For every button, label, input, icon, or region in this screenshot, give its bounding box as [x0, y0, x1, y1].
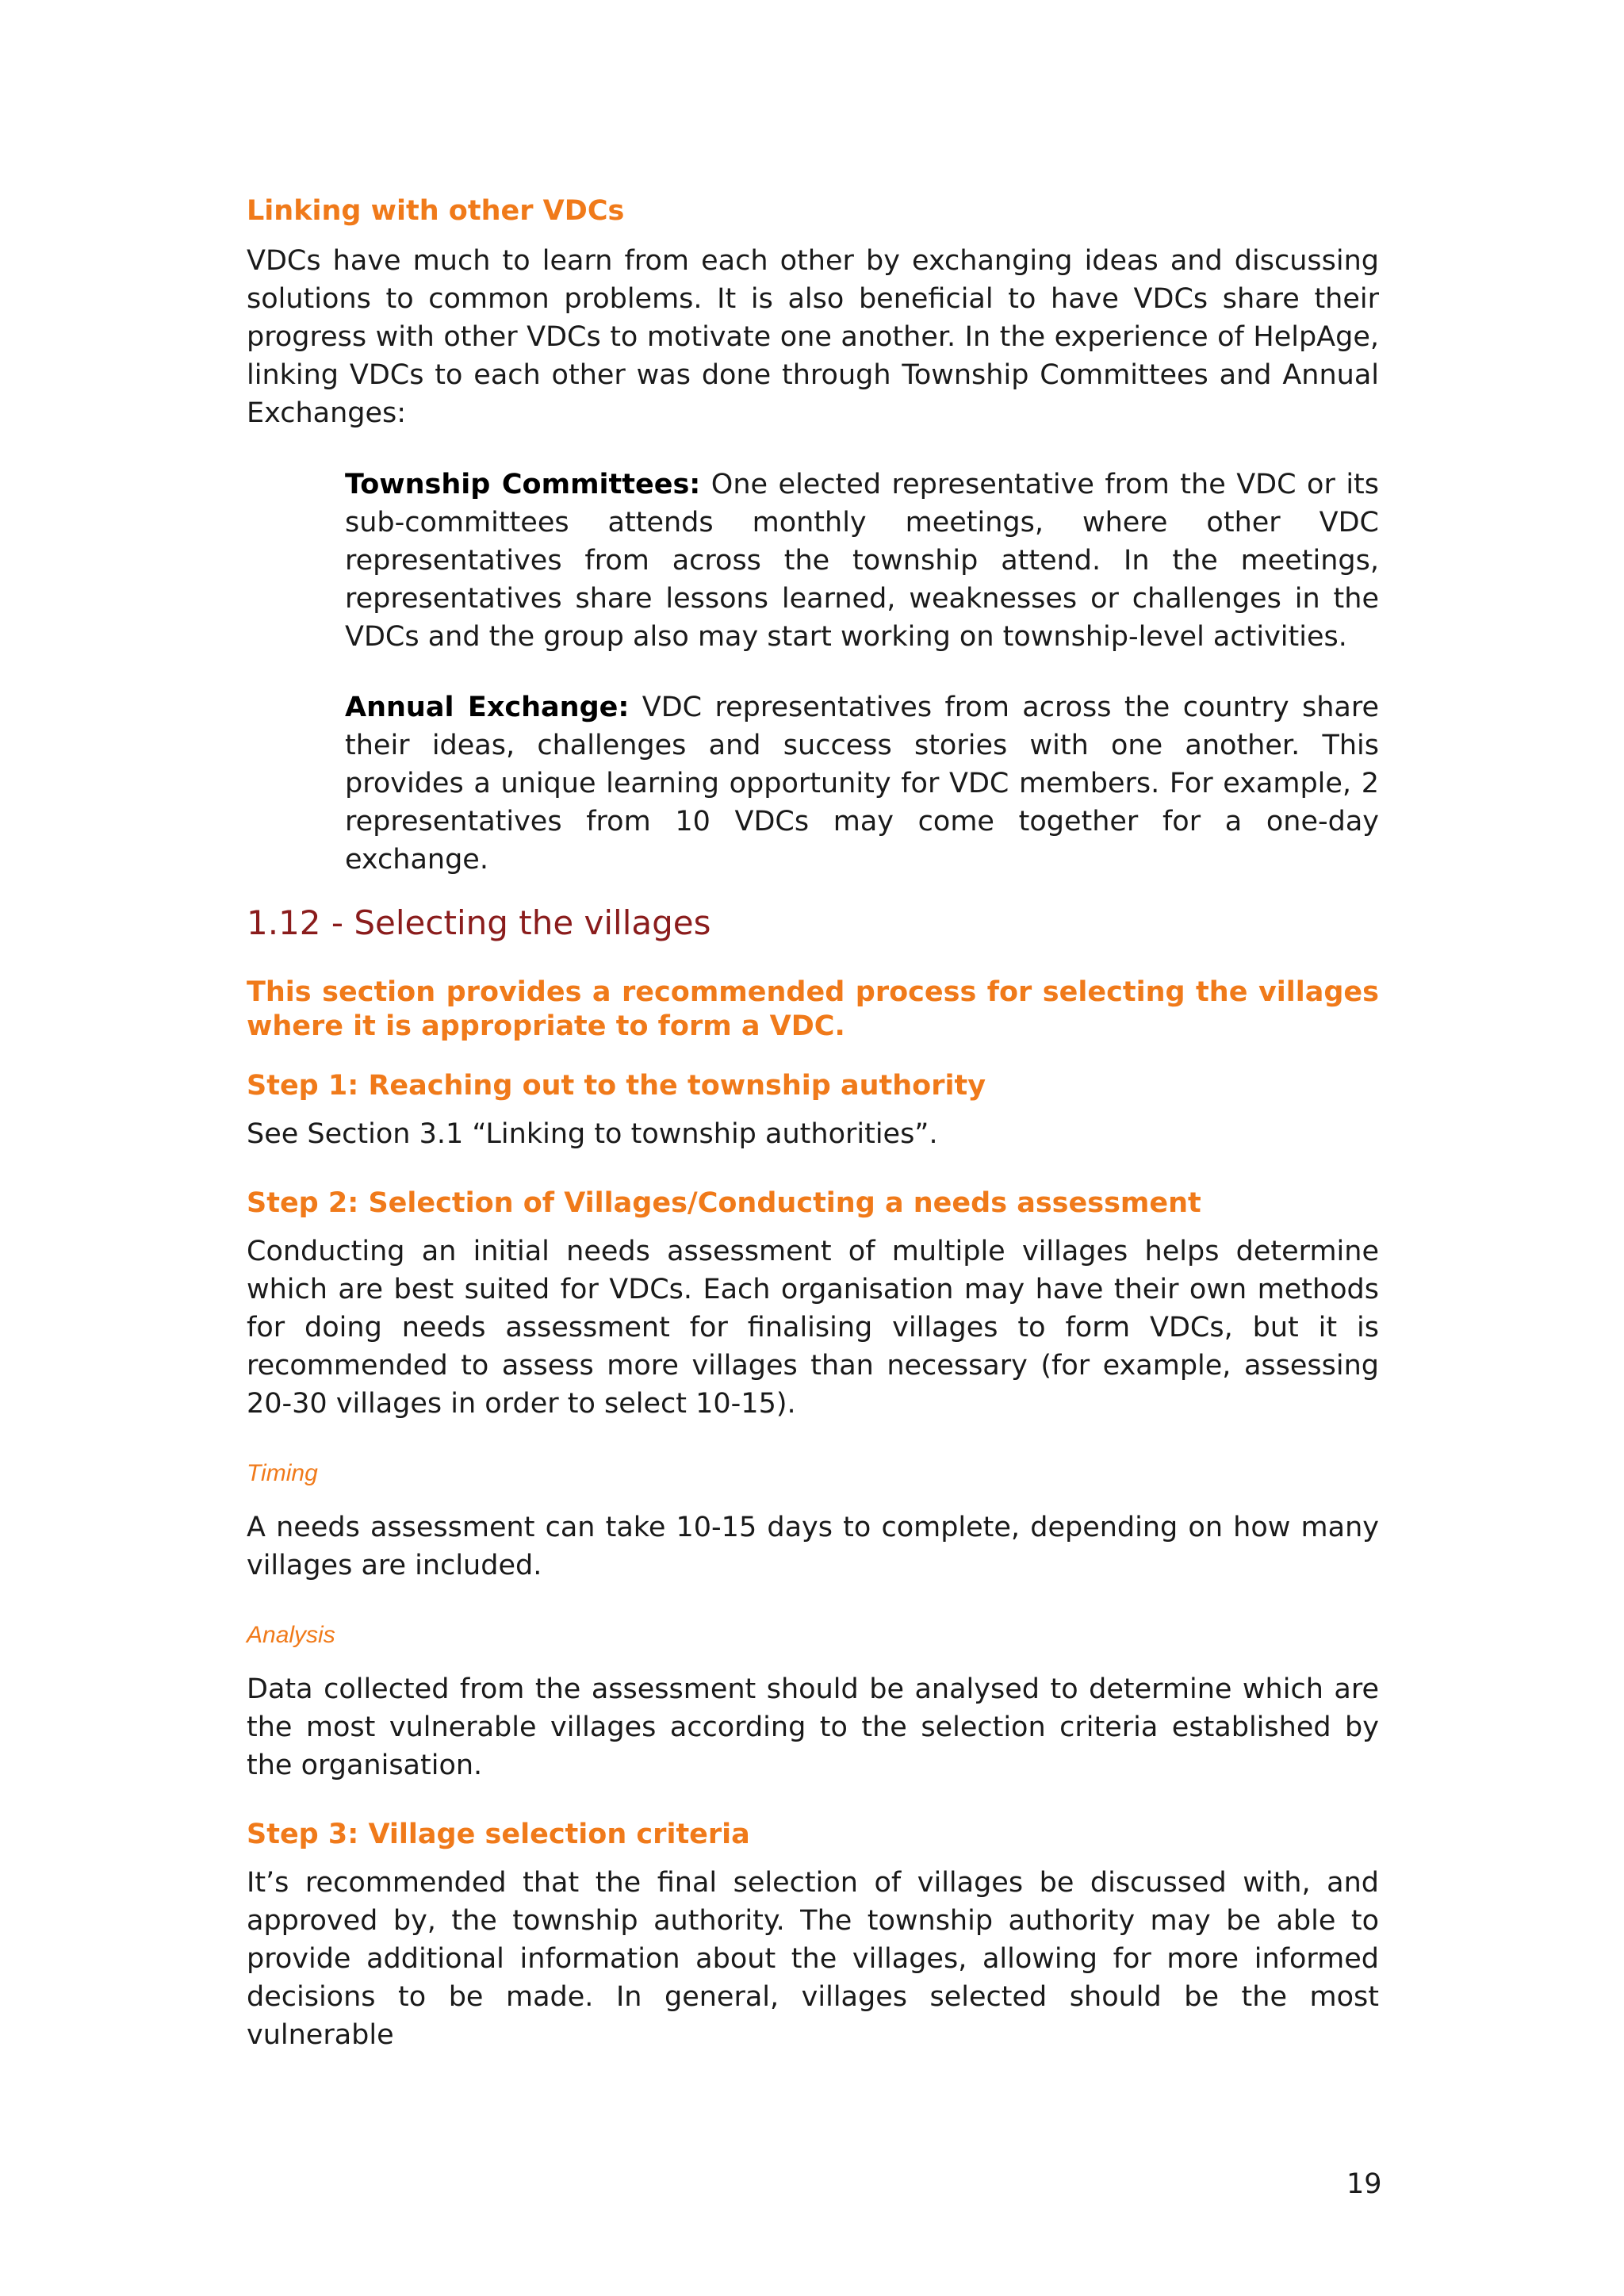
step1-heading: Step 1: Reaching out to the township authority [247, 1070, 986, 1102]
linking-body: VDCs have much to learn from each other by exchanging ideas and discussing solutions to common problems. It is also beneficial to have VDCs share their progress with other VDCs to motivate one another. In the experience of HelpAge, linking VDCs to each other was done through Township Committees and Annual Exchanges: [247, 245, 1379, 429]
timing-label: Timing [247, 1460, 318, 1486]
timing-body: A needs assessment can take 10-15 days to complete, depending on how many villages are included. [247, 1512, 1379, 1581]
township-committees-text: One elected representative from the VDC or its sub-committees attends monthly meetings, where other VDC representatives from across the township attend. In the meetings, representatives share lessons learned, weaknesses or challenges in the VDCs and the group also may start working on township-level activities. [345, 469, 1379, 653]
section-title: 1.12 - Selecting the villages [247, 903, 711, 942]
page-number: 19 [1346, 2168, 1382, 2200]
step2-body: Conducting an initial needs assessment of multiple villages helps determine which are best suited for VDCs. Each organisation may have their own methods for doing needs assessment for finalising villages to form VDCs, but it is recommended to assess more villages than necessary (for example, assessing 20-30 villages in order to select 10-15). [247, 1236, 1379, 1420]
annual-exchange-label: Annual Exchange: [345, 692, 630, 723]
linking-heading: Linking with other VDCs [247, 195, 625, 227]
step3-body: It’s recommended that the final selection of villages be discussed with, and approved by, the township authority. The township authority may be able to provide additional information about the villages, allowing for more informed decisions to be made. In general, villages selected should be the most vulnerable [247, 1867, 1379, 2051]
township-committees-label: Township Committees: [345, 469, 701, 500]
section-intro: This section provides a recommended process for selecting the villages where it is appropriate to form a VDC. [247, 976, 1379, 1042]
analysis-label: Analysis [247, 1622, 335, 1648]
step1-body: See Section 3.1 “Linking to township authorities”. [247, 1118, 938, 1150]
township-committees-paragraph [345, 466, 1379, 656]
page-content [247, 194, 1379, 2054]
annual-exchange-text: VDC representatives from across the country share their ideas, challenges and success stories with one another. This provides a unique learning opportunity for VDC members. For example, 2 representatives from 10 VDCs may come together for a one-day exchange. [345, 692, 1379, 876]
analysis-body: Data collected from the assessment should be analysed to determine which are the most vulnerable villages according to the selection criteria established by the organisation. [247, 1673, 1379, 1781]
step2-heading: Step 2: Selection of Villages/Conducting a needs assessment [247, 1187, 1201, 1219]
step3-heading: Step 3: Village selection criteria [247, 1819, 750, 1850]
annual-exchange-paragraph [345, 688, 1379, 879]
